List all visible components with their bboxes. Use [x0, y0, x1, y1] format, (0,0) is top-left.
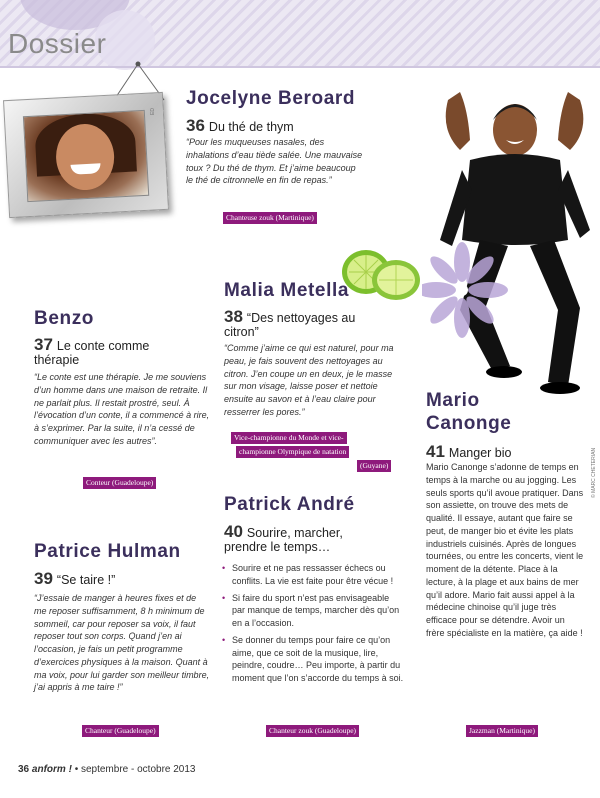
- mario-tag: Jazzman (Martinique): [466, 725, 538, 737]
- jocelyne-photo: [23, 110, 149, 202]
- tip-topic: Sourire, marcher, prendre le temps…: [224, 526, 343, 554]
- list-item: • Se donner du temps pour faire ce qu’on aime, que ce soit de la musique, lire, peindre, coudre… Peu importe, à partir du moment que l’on s’accorde du temps à soi.: [222, 634, 404, 685]
- page-number: 36: [18, 764, 30, 775]
- photo-credit: ED: [150, 108, 156, 115]
- issue-date: • septembre - octobre 2013: [74, 764, 196, 775]
- patrick-heading: [224, 523, 384, 554]
- tip-number: 36: [186, 116, 205, 135]
- tip-number: 41: [426, 442, 445, 461]
- patrice-name: Patrice Hulman: [34, 541, 181, 562]
- list-item: • Sourire et ne pas ressasser échecs ou conflits. La vie est faite pour être vécue !: [222, 562, 404, 588]
- benzo-quote: “Le conte est une thérapie. Je me souviens d’un homme dans une maison de retraite. Il ne parlait plus. Il restait prostré, seul. À l’évocation d’un conte, il a commencé à rire, à s’exprimer. Par la suite, il n’a cessé de communiquer avec les autres”.: [34, 372, 210, 446]
- tip-number: 40: [224, 522, 243, 541]
- malia-heading: [224, 308, 374, 339]
- malia-tag: (Guyane): [357, 460, 391, 472]
- malia-name: Malia Metella: [224, 280, 350, 301]
- mario-last-name: Canonge: [426, 412, 512, 434]
- patrick-tips: [222, 562, 404, 689]
- section-title: Dossier: [8, 28, 107, 59]
- benzo-tag: Conteur (Guadeloupe): [83, 477, 156, 489]
- jocelyne-name: Jocelyne Beroard: [186, 88, 356, 109]
- mario-body: Mario Canonge s’adonne de temps en temps à la marche ou au jogging. Les seuls sports qu’il avoue pratiquer. Dans son assiette, on trouve des mets de qualité. Il essaye, autant que faire se peut, de manger bio et évite les plats industriels cuisinés. Après de longues tournées, ou entre les concerts, vient le moment de la détente. Place à la lecture, à la plage et aux bains de mer qu’il adore. Mario fait aussi appel à la médecine chinoise qu’il juge très efficace pour se détendre. Avoir un frère spécialiste en la matière, ça aide !: [426, 462, 584, 638]
- photo-credit: © MARC CHETERIAN: [591, 447, 597, 498]
- divider: [0, 66, 600, 68]
- tip-number: 39: [34, 569, 53, 588]
- patrice-heading: [34, 570, 115, 588]
- malia-tag: Vice-championne du Monde et vice-: [231, 432, 347, 444]
- decorative-flower: [422, 240, 512, 350]
- malia-quote: “Comme j’aime ce qui est naturel, pour ma peau, je fais souvent des nettoyages au citron. J’en coupe un en deux, je le masse sur mon visage, laisse poser et nettoie ensuite au savon et à l’eau claire pour resserrer les pores.”: [224, 343, 394, 417]
- jocelyne-heading: [186, 117, 294, 135]
- picture-frame: [3, 92, 169, 218]
- magazine-name: anform !: [31, 764, 72, 775]
- list-item: • Si faire du sport n’est pas envisageable par manque de temps, marcher dès qu’on en a l’occasion.: [222, 592, 404, 630]
- tip-topic: “Se taire !”: [56, 573, 116, 587]
- patrick-tag: Chanteur zouk (Guadeloupe): [266, 725, 359, 737]
- tip-topic: Du thé de thym: [208, 120, 294, 134]
- malia-tag: championne Olympique de natation: [236, 446, 349, 458]
- tip-number: 38: [224, 307, 243, 326]
- benzo-heading: [34, 336, 164, 367]
- mario-heading: [426, 443, 511, 461]
- tip-topic: Le conte comme thérapie: [34, 339, 150, 367]
- patrice-quote: “J’essaie de manger à heures fixes et de me reposer suffisamment, 8 h minimum de sommeil, car pour reposer sa voix, il faut reposer tout son corps. Quand j’en ai l’occasion, je fais un petit programme d’exercices physiques à la maison. Quant à ma voix, pour lui garder son meilleur timbre, j’ai appris à me taire !”: [34, 593, 210, 693]
- patrick-name: Patrick André: [224, 494, 355, 515]
- tip-topic: “Des nettoyages au citron”: [224, 311, 356, 339]
- mario-name: [426, 390, 511, 436]
- tip-topic: Manger bio: [448, 446, 512, 460]
- jocelyne-tag: Chanteuse zouk (Martinique): [223, 212, 317, 224]
- page-footer: [18, 764, 195, 775]
- jocelyne-quote: “Pour les muqueuses nasales, des inhalations d’eau tiède salée. Une mauvaise toux ? Du thé de thym. Et j’aime beaucoup le thé de citronnelle en fin de repas.”: [186, 137, 363, 186]
- mario-first-name: Mario: [426, 390, 480, 411]
- benzo-name: Benzo: [34, 308, 94, 329]
- patrice-tag: Chanteur (Guadeloupe): [82, 725, 159, 737]
- tip-number: 37: [34, 335, 53, 354]
